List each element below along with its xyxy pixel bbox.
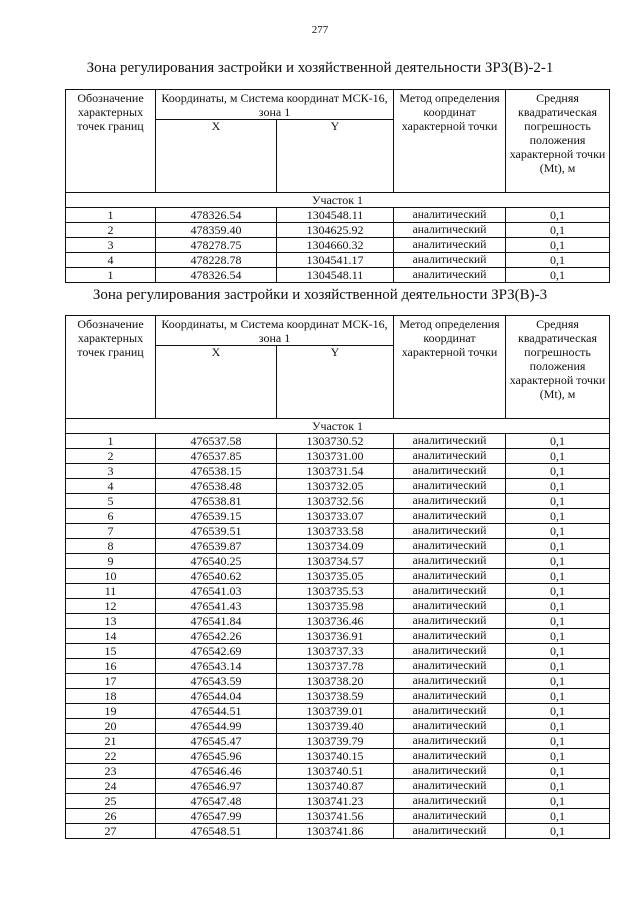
point-id-cell: 22: [66, 749, 156, 764]
x-cell: 476544.51: [156, 704, 277, 719]
point-id-cell: 4: [66, 479, 156, 494]
error-cell: 0,1: [506, 584, 610, 599]
method-cell: аналитический: [394, 614, 506, 629]
method-cell: аналитический: [394, 599, 506, 614]
point-id-cell: 21: [66, 734, 156, 749]
error-cell: 0,1: [506, 764, 610, 779]
header-error: Средняя квадратическая погрешность положения характерной точки (Mt), м: [506, 316, 610, 419]
table2: [65, 315, 610, 839]
y-cell: 1303738.59: [277, 689, 394, 704]
x-cell: 476539.51: [156, 524, 277, 539]
y-cell: 1303739.79: [277, 734, 394, 749]
method-cell: аналитический: [394, 584, 506, 599]
x-cell: 476545.47: [156, 734, 277, 749]
x-cell: 476543.59: [156, 674, 277, 689]
y-cell: 1303730.52: [277, 434, 394, 449]
table-row: [66, 479, 610, 494]
point-id-cell: 7: [66, 524, 156, 539]
x-cell: 476538.81: [156, 494, 277, 509]
error-cell: 0,1: [506, 524, 610, 539]
x-cell: 476548.51: [156, 824, 277, 839]
point-id-cell: 1: [66, 268, 156, 283]
method-cell: аналитический: [394, 509, 506, 524]
method-cell: аналитический: [394, 434, 506, 449]
method-cell: аналитический: [394, 824, 506, 839]
header-x: X: [156, 346, 277, 419]
y-cell: 1304548.11: [277, 208, 394, 223]
header-method: Метод определения координат характерной точки: [394, 90, 506, 193]
method-cell: аналитический: [394, 749, 506, 764]
method-cell: аналитический: [394, 779, 506, 794]
point-id-cell: 12: [66, 599, 156, 614]
table-row: [66, 524, 610, 539]
error-cell: 0,1: [506, 659, 610, 674]
point-id-cell: 3: [66, 238, 156, 253]
table-row: [66, 659, 610, 674]
x-cell: 476547.99: [156, 809, 277, 824]
point-id-cell: 23: [66, 764, 156, 779]
point-id-cell: 3: [66, 464, 156, 479]
y-cell: 1304625.92: [277, 223, 394, 238]
point-id-cell: 11: [66, 584, 156, 599]
x-cell: 478326.54: [156, 268, 277, 283]
x-cell: 478228.78: [156, 253, 277, 268]
table-row: [66, 584, 610, 599]
point-id-cell: 4: [66, 253, 156, 268]
table-row: [66, 464, 610, 479]
x-cell: 476540.25: [156, 554, 277, 569]
header-x: X: [156, 120, 277, 193]
table-row: [66, 764, 610, 779]
error-cell: 0,1: [506, 223, 610, 238]
table-row: [66, 614, 610, 629]
point-id-cell: 25: [66, 794, 156, 809]
point-id-cell: 14: [66, 629, 156, 644]
x-cell: 476542.69: [156, 644, 277, 659]
point-id-cell: 1: [66, 434, 156, 449]
section-row: Участок 1: [66, 419, 610, 434]
y-cell: 1303740.51: [277, 764, 394, 779]
point-id-cell: 13: [66, 614, 156, 629]
error-cell: 0,1: [506, 479, 610, 494]
y-cell: 1303735.53: [277, 584, 394, 599]
point-id-cell: 10: [66, 569, 156, 584]
x-cell: 476544.99: [156, 719, 277, 734]
method-cell: аналитический: [394, 704, 506, 719]
table-row: [66, 734, 610, 749]
table-row: [66, 644, 610, 659]
table-row: [66, 554, 610, 569]
table-row: [66, 569, 610, 584]
method-cell: аналитический: [394, 539, 506, 554]
x-cell: 476537.58: [156, 434, 277, 449]
y-cell: 1304660.32: [277, 238, 394, 253]
x-cell: 476544.04: [156, 689, 277, 704]
y-cell: 1303737.78: [277, 659, 394, 674]
method-cell: аналитический: [394, 494, 506, 509]
y-cell: 1303735.05: [277, 569, 394, 584]
error-cell: 0,1: [506, 689, 610, 704]
y-cell: 1303732.56: [277, 494, 394, 509]
error-cell: 0,1: [506, 599, 610, 614]
point-id-cell: 26: [66, 809, 156, 824]
table-row: [66, 719, 610, 734]
error-cell: 0,1: [506, 554, 610, 569]
error-cell: 0,1: [506, 749, 610, 764]
section-row: Участок 1: [66, 193, 610, 208]
method-cell: аналитический: [394, 208, 506, 223]
error-cell: 0,1: [506, 719, 610, 734]
point-id-cell: 8: [66, 539, 156, 554]
method-cell: аналитический: [394, 764, 506, 779]
y-cell: 1303740.15: [277, 749, 394, 764]
method-cell: аналитический: [394, 629, 506, 644]
y-cell: 1303740.87: [277, 779, 394, 794]
error-cell: 0,1: [506, 509, 610, 524]
y-cell: 1303733.58: [277, 524, 394, 539]
method-cell: аналитический: [394, 253, 506, 268]
y-cell: 1303737.33: [277, 644, 394, 659]
x-cell: 476537.85: [156, 449, 277, 464]
point-id-cell: 2: [66, 223, 156, 238]
x-cell: 476545.96: [156, 749, 277, 764]
method-cell: аналитический: [394, 659, 506, 674]
table-row: [66, 208, 610, 223]
table-row: [66, 253, 610, 268]
header-method: Метод определения координат характерной точки: [394, 316, 506, 419]
table2-title: Зона регулирования застройки и хозяйственной деятельности ЗРЗ(В)-3: [92, 287, 548, 303]
x-cell: 476546.46: [156, 764, 277, 779]
y-cell: 1303741.56: [277, 809, 394, 824]
method-cell: аналитический: [394, 734, 506, 749]
x-cell: 476546.97: [156, 779, 277, 794]
error-cell: 0,1: [506, 449, 610, 464]
error-cell: 0,1: [506, 779, 610, 794]
x-cell: 476540.62: [156, 569, 277, 584]
y-cell: 1303731.00: [277, 449, 394, 464]
x-cell: 476538.15: [156, 464, 277, 479]
method-cell: аналитический: [394, 794, 506, 809]
error-cell: 0,1: [506, 809, 610, 824]
table1: [65, 89, 610, 283]
error-cell: 0,1: [506, 539, 610, 554]
point-id-cell: 15: [66, 644, 156, 659]
table-row: [66, 223, 610, 238]
x-cell: 476538.48: [156, 479, 277, 494]
method-cell: аналитический: [394, 223, 506, 238]
table-row: [66, 794, 610, 809]
error-cell: 0,1: [506, 464, 610, 479]
error-cell: 0,1: [506, 614, 610, 629]
y-cell: 1303733.07: [277, 509, 394, 524]
y-cell: 1303734.57: [277, 554, 394, 569]
x-cell: 476541.43: [156, 599, 277, 614]
method-cell: аналитический: [394, 449, 506, 464]
method-cell: аналитический: [394, 464, 506, 479]
error-cell: 0,1: [506, 238, 610, 253]
y-cell: 1303734.09: [277, 539, 394, 554]
error-cell: 0,1: [506, 434, 610, 449]
x-cell: 478359.40: [156, 223, 277, 238]
table-row: [66, 599, 610, 614]
x-cell: 478326.54: [156, 208, 277, 223]
table-row: [66, 809, 610, 824]
error-cell: 0,1: [506, 253, 610, 268]
header-coordinates: Координаты, м Система координат МСК-16, зона 1: [156, 316, 394, 346]
y-cell: 1304541.17: [277, 253, 394, 268]
header-point-id: Обозначение характерных точек границ: [66, 90, 156, 193]
x-cell: 476543.14: [156, 659, 277, 674]
point-id-cell: 9: [66, 554, 156, 569]
error-cell: 0,1: [506, 704, 610, 719]
table-row: [66, 238, 610, 253]
y-cell: 1303736.91: [277, 629, 394, 644]
header-error: Средняя квадратическая погрешность положения характерной точки (Mt), м: [506, 90, 610, 193]
method-cell: аналитический: [394, 569, 506, 584]
table-row: [66, 749, 610, 764]
method-cell: аналитический: [394, 524, 506, 539]
method-cell: аналитический: [394, 644, 506, 659]
method-cell: аналитический: [394, 689, 506, 704]
header-coordinates: Координаты, м Система координат МСК-16, зона 1: [156, 90, 394, 120]
point-id-cell: 24: [66, 779, 156, 794]
method-cell: аналитический: [394, 238, 506, 253]
x-cell: 476539.15: [156, 509, 277, 524]
table-row: [66, 674, 610, 689]
table-row: [66, 449, 610, 464]
header-y: Y: [277, 346, 394, 419]
x-cell: 478278.75: [156, 238, 277, 253]
x-cell: 476541.03: [156, 584, 277, 599]
y-cell: 1303739.01: [277, 704, 394, 719]
x-cell: 476547.48: [156, 794, 277, 809]
method-cell: аналитический: [394, 719, 506, 734]
table-row: [66, 434, 610, 449]
page-number: 277: [311, 24, 329, 36]
error-cell: 0,1: [506, 569, 610, 584]
point-id-cell: 16: [66, 659, 156, 674]
error-cell: 0,1: [506, 824, 610, 839]
point-id-cell: 5: [66, 494, 156, 509]
header-point-id: Обозначение характерных точек границ: [66, 316, 156, 419]
y-cell: 1303738.20: [277, 674, 394, 689]
table-row: [66, 539, 610, 554]
table-row: [66, 689, 610, 704]
point-id-cell: 19: [66, 704, 156, 719]
x-cell: 476541.84: [156, 614, 277, 629]
table1-title: Зона регулирования застройки и хозяйственной деятельности ЗРЗ(В)-2-1: [86, 60, 554, 76]
method-cell: аналитический: [394, 674, 506, 689]
error-cell: 0,1: [506, 268, 610, 283]
error-cell: 0,1: [506, 629, 610, 644]
y-cell: 1304548.11: [277, 268, 394, 283]
table-row: [66, 779, 610, 794]
error-cell: 0,1: [506, 644, 610, 659]
table-row: [66, 629, 610, 644]
x-cell: 476542.26: [156, 629, 277, 644]
point-id-cell: 20: [66, 719, 156, 734]
y-cell: 1303731.54: [277, 464, 394, 479]
point-id-cell: 2: [66, 449, 156, 464]
method-cell: аналитический: [394, 268, 506, 283]
y-cell: 1303741.23: [277, 794, 394, 809]
point-id-cell: 27: [66, 824, 156, 839]
point-id-cell: 17: [66, 674, 156, 689]
method-cell: аналитический: [394, 479, 506, 494]
method-cell: аналитический: [394, 554, 506, 569]
x-cell: 476539.87: [156, 539, 277, 554]
y-cell: 1303735.98: [277, 599, 394, 614]
error-cell: 0,1: [506, 494, 610, 509]
point-id-cell: 1: [66, 208, 156, 223]
table-row: [66, 704, 610, 719]
y-cell: 1303736.46: [277, 614, 394, 629]
y-cell: 1303732.05: [277, 479, 394, 494]
y-cell: 1303739.40: [277, 719, 394, 734]
error-cell: 0,1: [506, 674, 610, 689]
error-cell: 0,1: [506, 794, 610, 809]
table-row: [66, 494, 610, 509]
header-y: Y: [277, 120, 394, 193]
error-cell: 0,1: [506, 734, 610, 749]
point-id-cell: 18: [66, 689, 156, 704]
point-id-cell: 6: [66, 509, 156, 524]
method-cell: аналитический: [394, 809, 506, 824]
error-cell: 0,1: [506, 208, 610, 223]
table-row: [66, 268, 610, 283]
y-cell: 1303741.86: [277, 824, 394, 839]
table-row: [66, 509, 610, 524]
table-row: [66, 824, 610, 839]
